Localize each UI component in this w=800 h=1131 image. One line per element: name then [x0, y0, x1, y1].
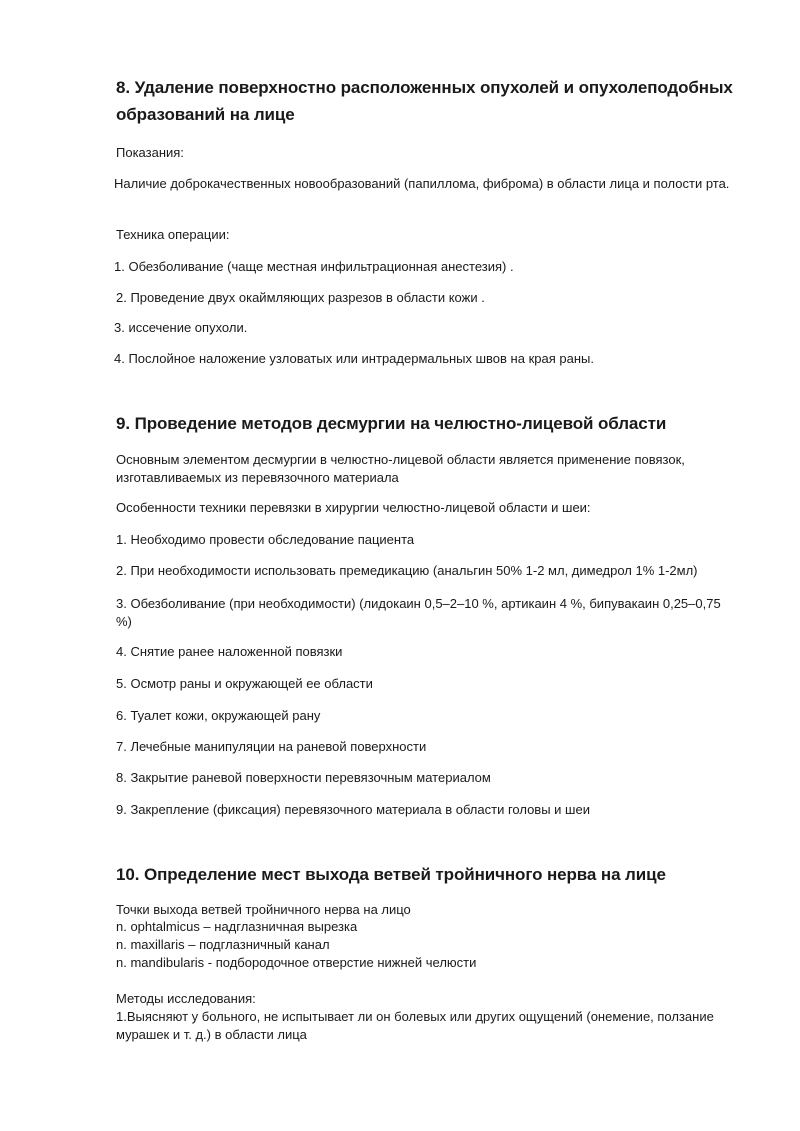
- section-8-indications-label: Показания:: [116, 145, 184, 160]
- section-10-exit-point-1: n. ophtalmicus – надглазничная вырезка: [116, 919, 358, 934]
- section-9-step-8: 8. Закрытие раневой поверхности перевязочным материалом: [116, 770, 491, 785]
- section-9-step-6: 6. Туалет кожи, окружающей рану: [116, 708, 321, 723]
- section-10-methods-label: Методы исследования:: [116, 991, 256, 1006]
- section-10-exit-points-label: Точки выхода ветвей тройничного нерва на лицо: [116, 902, 411, 917]
- section-9-step-2: 2. При необходимости использовать премедикацию (анальгин 50% 1-2 мл, димедрол 1% 1-2мл): [116, 563, 698, 578]
- section-8-step-3: 3. иссечение опухоли.: [114, 320, 248, 335]
- section-9-step-1: 1. Необходимо провести обследование пациента: [116, 532, 415, 547]
- section-8-step-4: 4. Послойное наложение узловатых или интрадермальных швов на края раны.: [114, 351, 594, 366]
- section-9-features-label: Особенности техники перевязки в хирургии челюстно-лицевой области и шеи:: [116, 500, 591, 515]
- section-10-exit-point-2: n. maxillaris – подглазничный канал: [116, 937, 330, 952]
- section-9-step-7: 7. Лечебные манипуляции на раневой поверхности: [116, 739, 427, 754]
- section-9-intro: Основным элементом десмургии в челюстно-лицевой области является применение повязок, изготавливаемых из перевязочного материала: [116, 452, 685, 485]
- section-9-title: 9. Проведение методов десмургии на челюстно-лицевой области: [116, 414, 667, 433]
- section-8-indications-text: Наличие доброкачественных новообразований (папиллома, фиброма) в области лица и полости рта.: [114, 176, 730, 191]
- section-8-technique-label: Техника операции:: [116, 227, 230, 242]
- section-9-step-3: 3. Обезболивание (при необходимости) (лидокаин 0,5–2–10 %, артикаин 4 %, бипувакаин 0,25–0,75 %): [116, 596, 721, 629]
- section-9-step-5: 5. Осмотр раны и окружающей ее области: [116, 676, 373, 691]
- section-8-step-2: 2. Проведение двух окаймляющих разрезов в области кожи .: [116, 290, 485, 305]
- section-10-title: 10. Определение мест выхода ветвей тройничного нерва на лице: [116, 865, 666, 884]
- section-10-exit-point-3: n. mandibularis - подбородочное отверстие нижней челюсти: [116, 955, 477, 970]
- section-8-step-1: 1. Обезболивание (чаще местная инфильтрационная анестезия) .: [114, 259, 514, 274]
- section-9-step-9: 9. Закрепление (фиксация) перевязочного материала в области головы и шеи: [116, 802, 590, 817]
- section-9-step-4: 4. Снятие ранее наложенной повязки: [116, 644, 343, 659]
- section-8-title: 8. Удаление поверхностно расположенных опухолей и опухолеподобных образований на лице: [116, 78, 733, 124]
- section-10-methods-text: 1.Выясняют у больного, не испытывает ли он болевых или других ощущений (онемение, ползание мурашек и т. д.) в области лица: [116, 1009, 714, 1042]
